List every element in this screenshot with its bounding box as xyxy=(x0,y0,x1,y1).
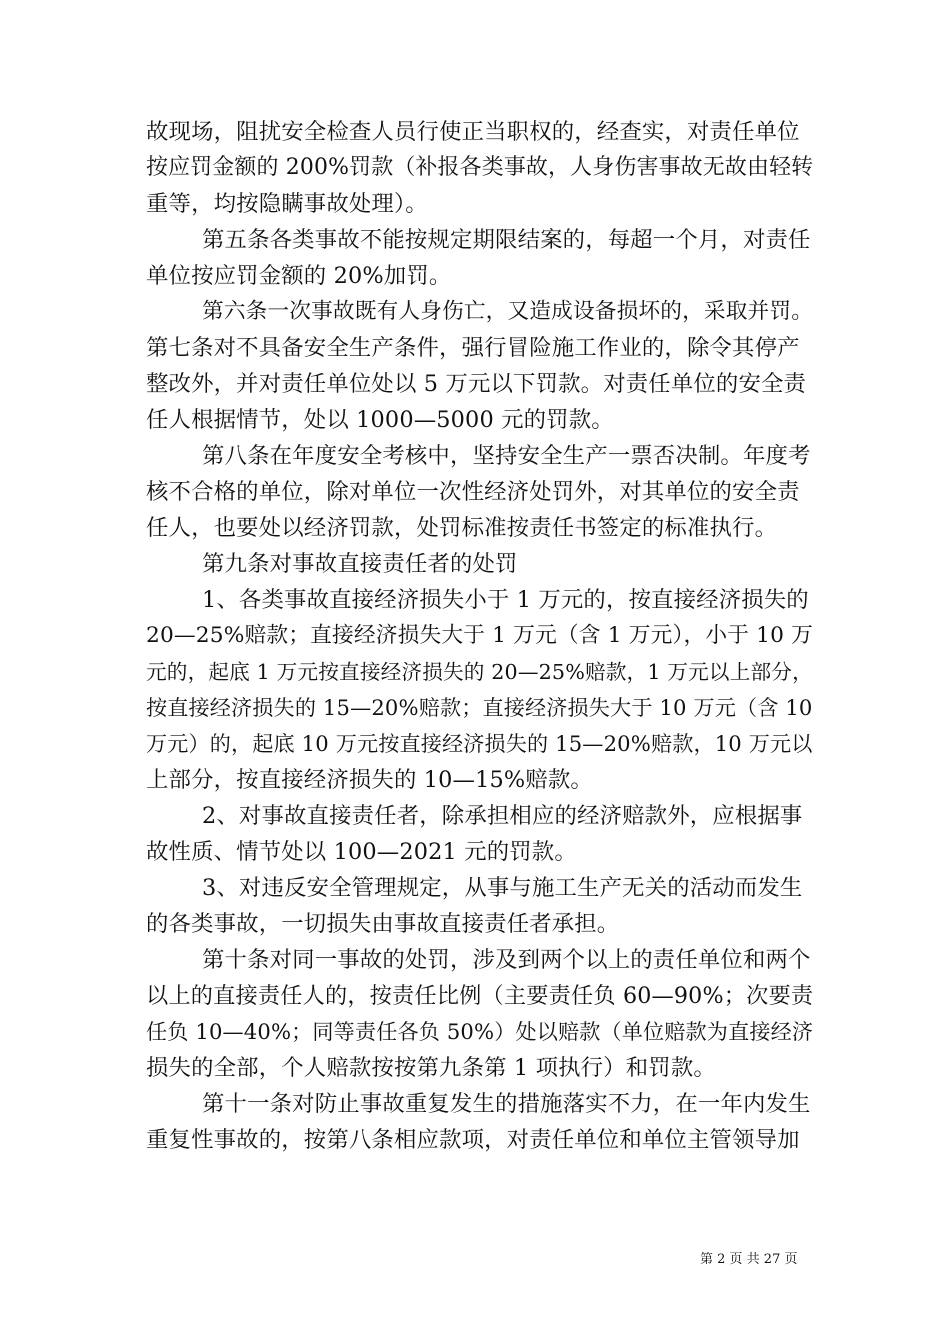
text-line: 第九条对事故直接责任者的处罚 xyxy=(202,551,518,577)
text-line: 万元）的，起底 10 万元按直接经济损失的 15—20%赔款，10 万元以 xyxy=(146,731,813,756)
text-line: 损失的全部，个人赔款按按第九条第 1 项执行）和罚款。 xyxy=(146,1055,716,1081)
text-line: 重复性事故的，按第八条相应款项，对责任单位和单位主管领导加 xyxy=(146,1127,800,1153)
text-line: 重等，均按隐瞒事故处理）。 xyxy=(146,191,428,217)
text-line: 故现场，阻扰安全检查人员行使正当职权的，经查实，对责任单位 xyxy=(146,119,800,145)
text-line: 3、对违反安全管理规定，从事与施工生产无关的活动而发生 xyxy=(202,875,803,901)
document-body xyxy=(146,114,816,1158)
text-line: 第八条在年度安全考核中，坚持安全生产一票否决制。年度考 xyxy=(202,443,811,469)
text-line: 按直接经济损失的 15—20%赔款；直接经济损失大于 10 万元（含 10 xyxy=(146,695,813,720)
text-line: 第五条各类事故不能按规定期限结案的，每超一个月，对责任 xyxy=(202,227,811,253)
page-number-footer: 第 2 页 共 27 页 xyxy=(700,1252,798,1267)
text-line: 1、各类事故直接经济损失小于 1 万元的，按直接经济损失的 xyxy=(202,587,809,613)
text-line: 核不合格的单位，除对单位一次性经济处罚外，对其单位的安全责 xyxy=(146,479,800,505)
text-line: 上部分，按直接经济损失的 10—15%赔款。 xyxy=(146,767,593,793)
text-line: 任人，也要处以经济罚款，处罚标准按责任书签定的标准执行。 xyxy=(146,515,778,541)
text-line: 以上的直接责任人的，按责任比例（主要责任负 60—90%；次要责 xyxy=(146,983,814,1009)
text-line: 整改外，并对责任单位处以 5 万元以下罚款。对责任单位的安全责 xyxy=(146,371,807,397)
text-line: 单位按应罚金额的 20%加罚。 xyxy=(146,263,452,289)
text-line: 第十一条对防止事故重复发生的措施落实不力，在一年内发生 xyxy=(202,1091,811,1117)
text-line: 第十条对同一事故的处罚，涉及到两个以上的责任单位和两个 xyxy=(202,947,811,973)
text-line: 按应罚金额的 200%罚款（补报各类事故，人身伤害事故无故由轻转 xyxy=(146,155,814,180)
text-line: 任负 10—40%；同等责任各负 50%）处以赔款（单位赔款为直接经济 xyxy=(146,1019,814,1044)
text-line: 2、对事故直接责任者，除承担相应的经济赔款外，应根据事 xyxy=(202,803,803,829)
text-line: 第六条一次事故既有人身伤亡，又造成设备损坏的，采取并罚。 xyxy=(202,299,814,324)
text-line: 元的，起底 1 万元按直接经济损失的 20—25%赔款，1 万元以上部分， xyxy=(146,660,813,684)
text-line: 故性质、情节处以 100—2021 元的罚款。 xyxy=(146,839,577,865)
text-line: 第七条对不具备安全生产条件，强行冒险施工作业的，除令其停产 xyxy=(146,335,800,361)
text-line: 任人根据情节，处以 1000—5000 元的罚款。 xyxy=(146,407,614,433)
text-line: 20—25%赔款；直接经济损失大于 1 万元（含 1 万元），小于 10 万 xyxy=(146,623,813,648)
text-line: 的各类事故，一切损失由事故直接责任者承担。 xyxy=(146,911,620,937)
